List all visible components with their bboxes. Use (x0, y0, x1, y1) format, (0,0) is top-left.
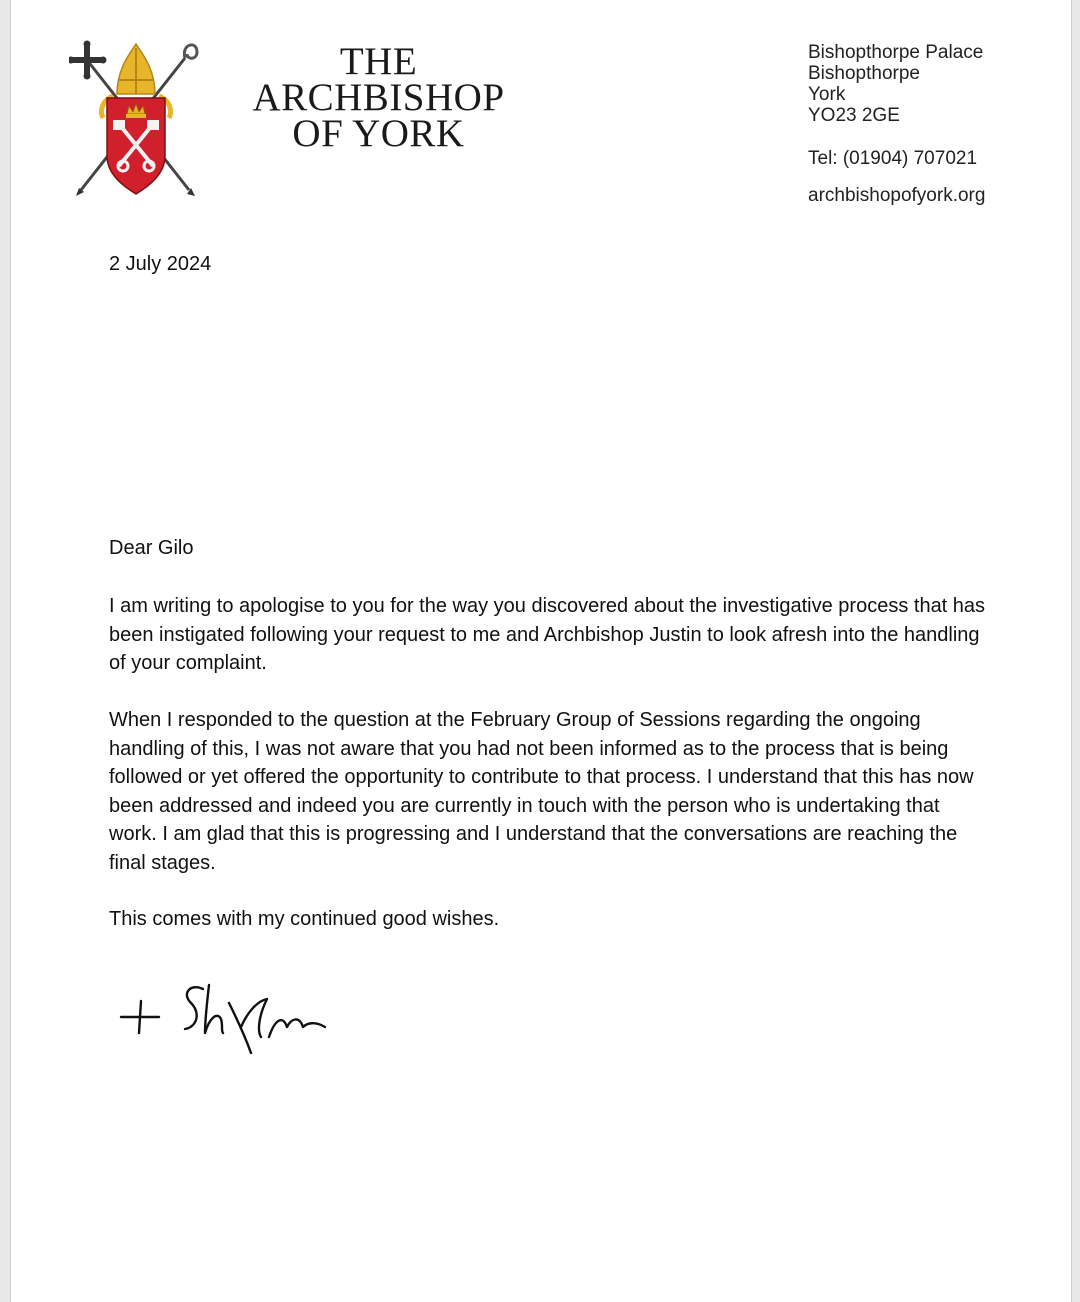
signature-icon (111, 975, 351, 1065)
title-line: THE (339, 40, 418, 83)
telephone-number: Tel: (01904) 707021 (808, 148, 978, 169)
title-line: OF YORK (292, 112, 465, 155)
archbishop-of-york-title (241, 40, 516, 155)
salutation: Dear Gilo (109, 537, 194, 559)
letter-paragraph: When I responded to the question at the February Group of Sessions regarding the ongoing handling of this, I was not aware that you had not been informed as to the process that is being followed or yet offered the opportunity to contribute to that process. I understand that this has now been addressed and indeed you are currently in touch with the person who is undertaking that work. I am glad that this is progressing and I understand that the conversations are reaching the final stages. (109, 709, 974, 874)
letter-date: 2 July 2024 (109, 253, 212, 275)
letter-page (10, 0, 1072, 1302)
address-line: Bishopthorpe Palace (808, 42, 984, 63)
letter-paragraph: This comes with my continued good wishes. (109, 908, 500, 930)
postal-address (808, 42, 983, 126)
website-link[interactable]: archbishopofyork.org (808, 185, 986, 206)
address-line: YO23 2GE (808, 105, 900, 126)
letter-paragraph: I am writing to apologise to you for the way you discovered about the investigative process that has been instigated following your request to me and Archbishop Justin to look afresh into the handling of your complaint. (109, 595, 986, 674)
address-line: York (808, 84, 846, 105)
address-line: Bishopthorpe (808, 63, 920, 84)
coat-of-arms-icon (69, 38, 203, 198)
title-line: ARCHBISHOP (252, 76, 505, 119)
